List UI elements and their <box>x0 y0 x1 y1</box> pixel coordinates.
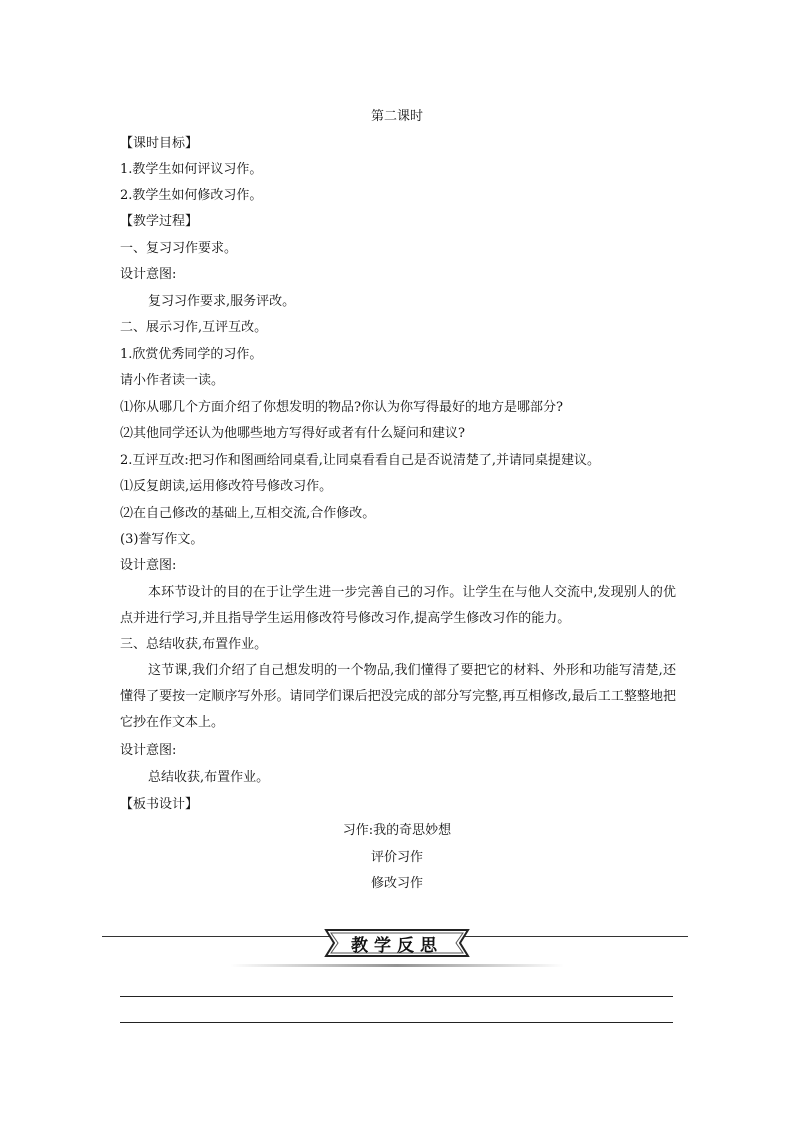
step3-heading: 三、总结收获,布置作业。 <box>120 637 268 652</box>
step2-question: ⑴你从哪几个方面介绍了你想发明的物品?你认为你写得最好的地方是哪部分? <box>120 400 563 415</box>
board-line: 评价习作 <box>370 850 423 865</box>
board-line: 习作:我的奇思妙想 <box>342 823 452 838</box>
writing-line <box>120 996 673 997</box>
step2-subitem: (3)誊写作文。 <box>120 532 204 547</box>
design-intent-label: 设计意图: <box>120 558 177 573</box>
design-intent-text: 总结收获,布置作业。 <box>148 770 270 785</box>
step2-item: 1.欣赏优秀同学的习作。 <box>120 347 263 362</box>
design-intent-paragraph: 本环节设计的目的在于让学生进一步完善自己的习作。让学生在与他人交流中,发现别人的优点并进行学习,并且指导学生运用修改符号修改习作,提高学生修改习作的能力。 <box>120 585 676 626</box>
design-intent-text: 复习习作要求,服务评改。 <box>148 294 296 309</box>
design-intent-label: 设计意图: <box>120 267 177 282</box>
objectives-heading: 【课时目标】 <box>120 136 199 151</box>
step2-item: 2.互评互改:把习作和图画给同桌看,让同桌看看自己是否说清楚了,并请同桌提建议。 <box>120 453 601 468</box>
board-design-heading: 【板书设计】 <box>120 797 199 812</box>
step2-subitem: ⑴反复朗读,运用修改符号修改习作。 <box>120 479 333 494</box>
process-heading: 【教学过程】 <box>120 214 199 229</box>
banner-shadow-decoration <box>230 964 564 967</box>
page-title: 第二课时 <box>370 109 423 124</box>
reflection-banner-title: 教学反思 <box>351 936 443 956</box>
step1-heading: 一、复习习作要求。 <box>120 241 238 256</box>
step2-heading: 二、展示习作,互评互改。 <box>120 320 268 335</box>
step2-question: ⑵其他同学还认为他哪些地方写得好或者有什么疑问和建议? <box>120 426 465 441</box>
board-line: 修改习作 <box>370 876 423 891</box>
objective-item: 2.教学生如何修改习作。 <box>120 188 263 203</box>
design-intent-label: 设计意图: <box>120 743 177 758</box>
step2-prompt: 请小作者读一读。 <box>120 373 225 388</box>
step3-paragraph: 这节课,我们介绍了自己想发明的一个物品,我们懂得了要把它的材料、外形和功能写清楚,还懂得了要按一定顺序写外形。请同学们课后把没完成的部分写完整,再互相修改,最后工工整整地把它抄在作文本上。 <box>120 663 676 730</box>
step2-subitem: ⑵在自己修改的基础上,互相交流,合作修改。 <box>120 506 376 521</box>
objective-item: 1.教学生如何评议习作。 <box>120 162 263 177</box>
writing-line <box>120 1022 673 1023</box>
